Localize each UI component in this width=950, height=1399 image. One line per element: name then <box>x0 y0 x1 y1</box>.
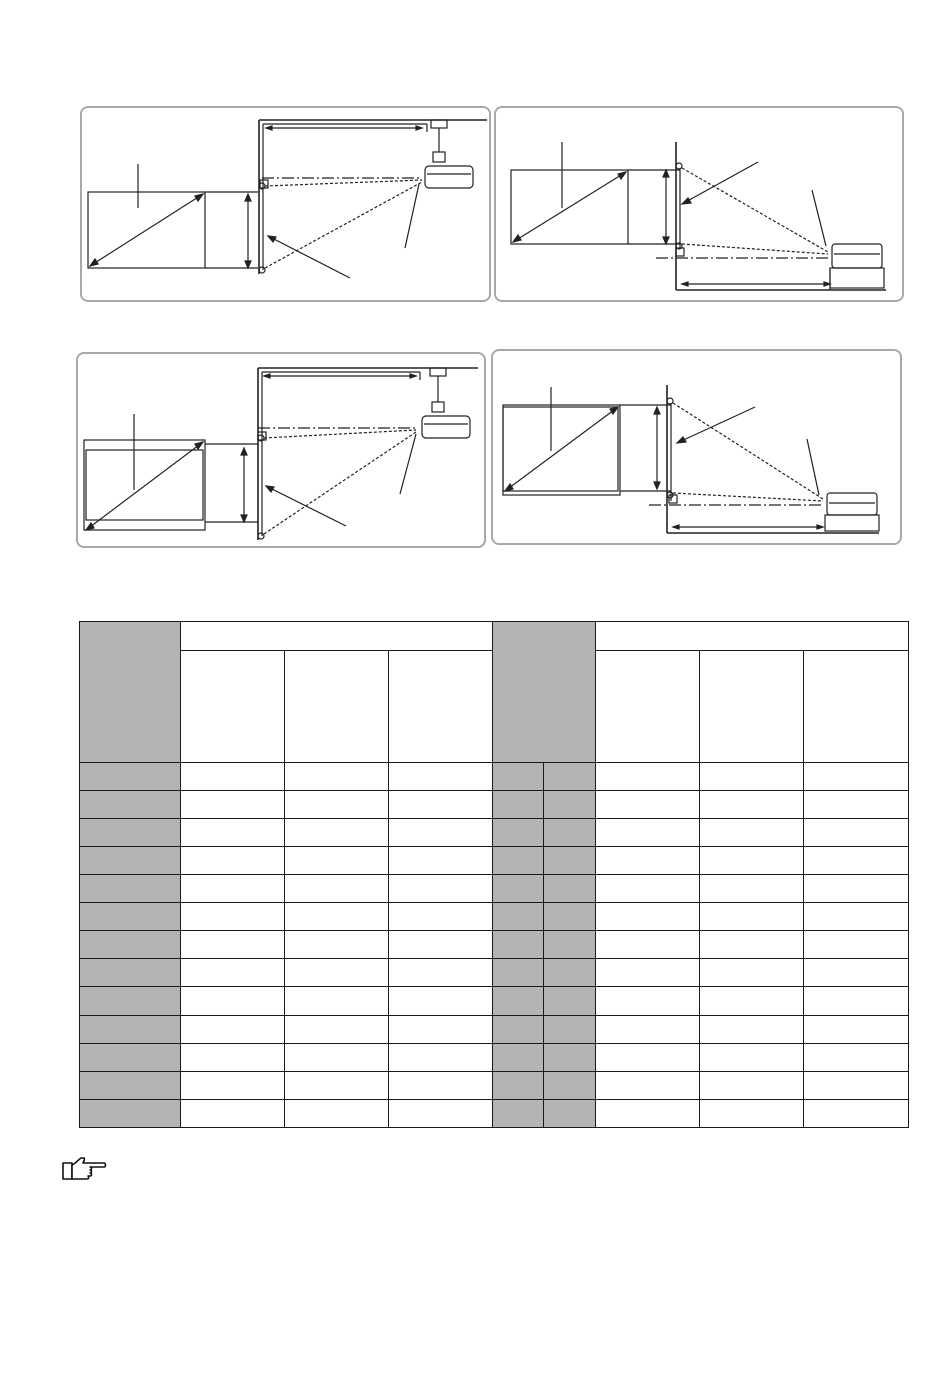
table-cell <box>80 874 181 902</box>
table-cell <box>804 1071 909 1099</box>
table-cell <box>493 987 544 1015</box>
projector-body <box>832 244 882 268</box>
table-cell <box>804 987 909 1015</box>
projection-diagram-ceiling-1 <box>80 106 491 302</box>
screen-callout <box>677 407 755 443</box>
table-cell <box>80 1015 181 1043</box>
table-cell <box>181 903 285 931</box>
table-cell <box>493 1015 544 1043</box>
pointing-hand-icon <box>60 1155 108 1183</box>
table-cell <box>493 846 544 874</box>
table-row <box>80 1043 909 1071</box>
table-cell <box>285 931 389 959</box>
subheader-cell <box>285 651 389 762</box>
table-cell <box>700 987 804 1015</box>
table-cell <box>181 874 285 902</box>
table-cell <box>80 959 181 987</box>
table-cell <box>544 1015 596 1043</box>
table-cell <box>493 818 544 846</box>
table-cell <box>596 987 700 1015</box>
table-cell <box>389 987 493 1015</box>
table-cell <box>804 1015 909 1043</box>
table-cell <box>700 762 804 790</box>
table-cell <box>285 790 389 818</box>
table-cell <box>389 762 493 790</box>
table-cell <box>181 846 285 874</box>
table-cell <box>544 846 596 874</box>
table-cell <box>389 903 493 931</box>
table-cell <box>389 1043 493 1071</box>
table-cell <box>596 1071 700 1099</box>
table-row <box>80 959 909 987</box>
table-cell <box>285 846 389 874</box>
header-group-right <box>596 622 909 651</box>
table-cell <box>544 987 596 1015</box>
table-cell <box>544 1099 596 1127</box>
table-cell <box>80 987 181 1015</box>
table-cell <box>389 1071 493 1099</box>
lens-callout <box>400 434 416 494</box>
table-row <box>80 1015 909 1043</box>
table-cell <box>700 1099 804 1127</box>
table-cell <box>389 931 493 959</box>
table-row <box>80 818 909 846</box>
table-cell <box>80 903 181 931</box>
table-cell <box>181 818 285 846</box>
table-cell <box>80 1043 181 1071</box>
table-cell <box>596 903 700 931</box>
table-cell <box>596 874 700 902</box>
table-cell <box>80 1099 181 1127</box>
table-cell <box>285 987 389 1015</box>
table-body <box>80 762 909 1127</box>
table-row <box>80 1099 909 1127</box>
table-cell <box>700 846 804 874</box>
table-cell <box>181 1071 285 1099</box>
table-cell <box>389 790 493 818</box>
table-cell <box>389 818 493 846</box>
table-cell <box>700 818 804 846</box>
table-cell <box>181 790 285 818</box>
table-cell <box>389 1015 493 1043</box>
table-cell <box>285 1071 389 1099</box>
table-row <box>80 987 909 1015</box>
table-cell <box>544 818 596 846</box>
table-cell <box>700 1043 804 1071</box>
table-cell <box>700 903 804 931</box>
table-cell <box>285 1099 389 1127</box>
table-cell <box>804 959 909 987</box>
projection-diagram-floor-1 <box>494 106 904 302</box>
table-cell <box>493 1099 544 1127</box>
table-cell <box>700 1071 804 1099</box>
screen-callout <box>268 236 350 278</box>
table-cell <box>181 959 285 987</box>
table-cell <box>493 790 544 818</box>
table-cell <box>596 1015 700 1043</box>
table-cell <box>596 762 700 790</box>
subheader-cell <box>804 651 909 762</box>
subheader-cell <box>181 651 285 762</box>
table-cell <box>493 1043 544 1071</box>
table-row <box>80 846 909 874</box>
table-row <box>80 931 909 959</box>
subheader-cell <box>700 651 804 762</box>
table-header-row <box>80 622 909 651</box>
lens-callout <box>807 439 819 495</box>
diagonal-arrow <box>505 407 618 491</box>
table-cell <box>544 874 596 902</box>
table-cell <box>700 959 804 987</box>
table-cell <box>804 1043 909 1071</box>
table-cell <box>80 1071 181 1099</box>
table-cell <box>700 874 804 902</box>
table-cell <box>804 846 909 874</box>
table-row <box>80 1071 909 1099</box>
diagonal-arrow <box>90 194 203 266</box>
table-cell <box>544 903 596 931</box>
table-cell <box>389 959 493 987</box>
floor-mount-diagram <box>496 108 906 304</box>
table-cell <box>285 818 389 846</box>
table-cell <box>596 790 700 818</box>
table-cell <box>804 931 909 959</box>
lens-callout <box>405 184 419 248</box>
table-row <box>80 903 909 931</box>
table-stand <box>825 515 879 531</box>
table-cell <box>804 903 909 931</box>
table-stand <box>830 268 884 288</box>
table-cell <box>596 846 700 874</box>
table-cell <box>181 1015 285 1043</box>
table-cell <box>285 874 389 902</box>
table-cell <box>493 931 544 959</box>
table-cell <box>700 931 804 959</box>
ceiling-mount-diagram <box>82 108 493 304</box>
table-cell <box>804 818 909 846</box>
table-cell <box>804 790 909 818</box>
table-cell <box>80 762 181 790</box>
table-row <box>80 874 909 902</box>
screen-callout <box>682 162 758 204</box>
table-cell <box>700 790 804 818</box>
table-cell <box>544 1043 596 1071</box>
table-cell <box>389 846 493 874</box>
table-cell <box>493 1071 544 1099</box>
table-cell <box>804 874 909 902</box>
table-cell <box>285 1015 389 1043</box>
projector-body <box>422 416 470 438</box>
projector-body <box>425 166 473 188</box>
table-cell <box>596 1043 700 1071</box>
table-cell <box>285 903 389 931</box>
table-cell <box>181 1043 285 1071</box>
table-cell <box>285 1043 389 1071</box>
floor-mount-diagram-wide <box>493 351 904 547</box>
subheader-cell <box>596 651 700 762</box>
header-group-left <box>181 622 493 651</box>
projection-dimensions-table <box>79 621 909 1128</box>
table-cell <box>544 959 596 987</box>
table-cell <box>181 931 285 959</box>
table-cell <box>493 903 544 931</box>
table-cell <box>544 1071 596 1099</box>
projector-body <box>827 493 877 515</box>
table-cell <box>181 987 285 1015</box>
projection-diagram-ceiling-2 <box>76 352 486 548</box>
table-cell <box>181 1099 285 1127</box>
table-cell <box>804 1099 909 1127</box>
table-cell <box>804 762 909 790</box>
table-row <box>80 762 909 790</box>
table-cell <box>493 762 544 790</box>
table-cell <box>80 790 181 818</box>
ceiling-mount-diagram-wide <box>78 354 488 550</box>
table-cell <box>596 1099 700 1127</box>
subheader-cell <box>389 651 493 762</box>
table-cell <box>80 931 181 959</box>
table-cell <box>493 959 544 987</box>
table-cell <box>80 818 181 846</box>
projection-diagram-floor-2 <box>491 349 902 545</box>
table-cell <box>285 762 389 790</box>
diagonal-arrow <box>513 172 626 242</box>
table-cell <box>544 790 596 818</box>
screen-inner <box>86 450 203 520</box>
table-cell <box>493 874 544 902</box>
table-cell <box>285 959 389 987</box>
screen-callout <box>266 486 346 526</box>
table-cell <box>596 959 700 987</box>
diagonal-arrow <box>86 442 203 530</box>
table-cell <box>700 1015 804 1043</box>
table-cell <box>389 1099 493 1127</box>
table-cell <box>80 846 181 874</box>
table-cell <box>596 931 700 959</box>
header-screen-size-right <box>493 622 596 763</box>
table-cell <box>544 762 596 790</box>
table-cell <box>544 931 596 959</box>
table-cell <box>596 818 700 846</box>
table-cell <box>389 874 493 902</box>
lens-callout <box>812 190 826 246</box>
table-cell <box>181 762 285 790</box>
header-screen-size-left <box>80 622 181 763</box>
table-row <box>80 790 909 818</box>
